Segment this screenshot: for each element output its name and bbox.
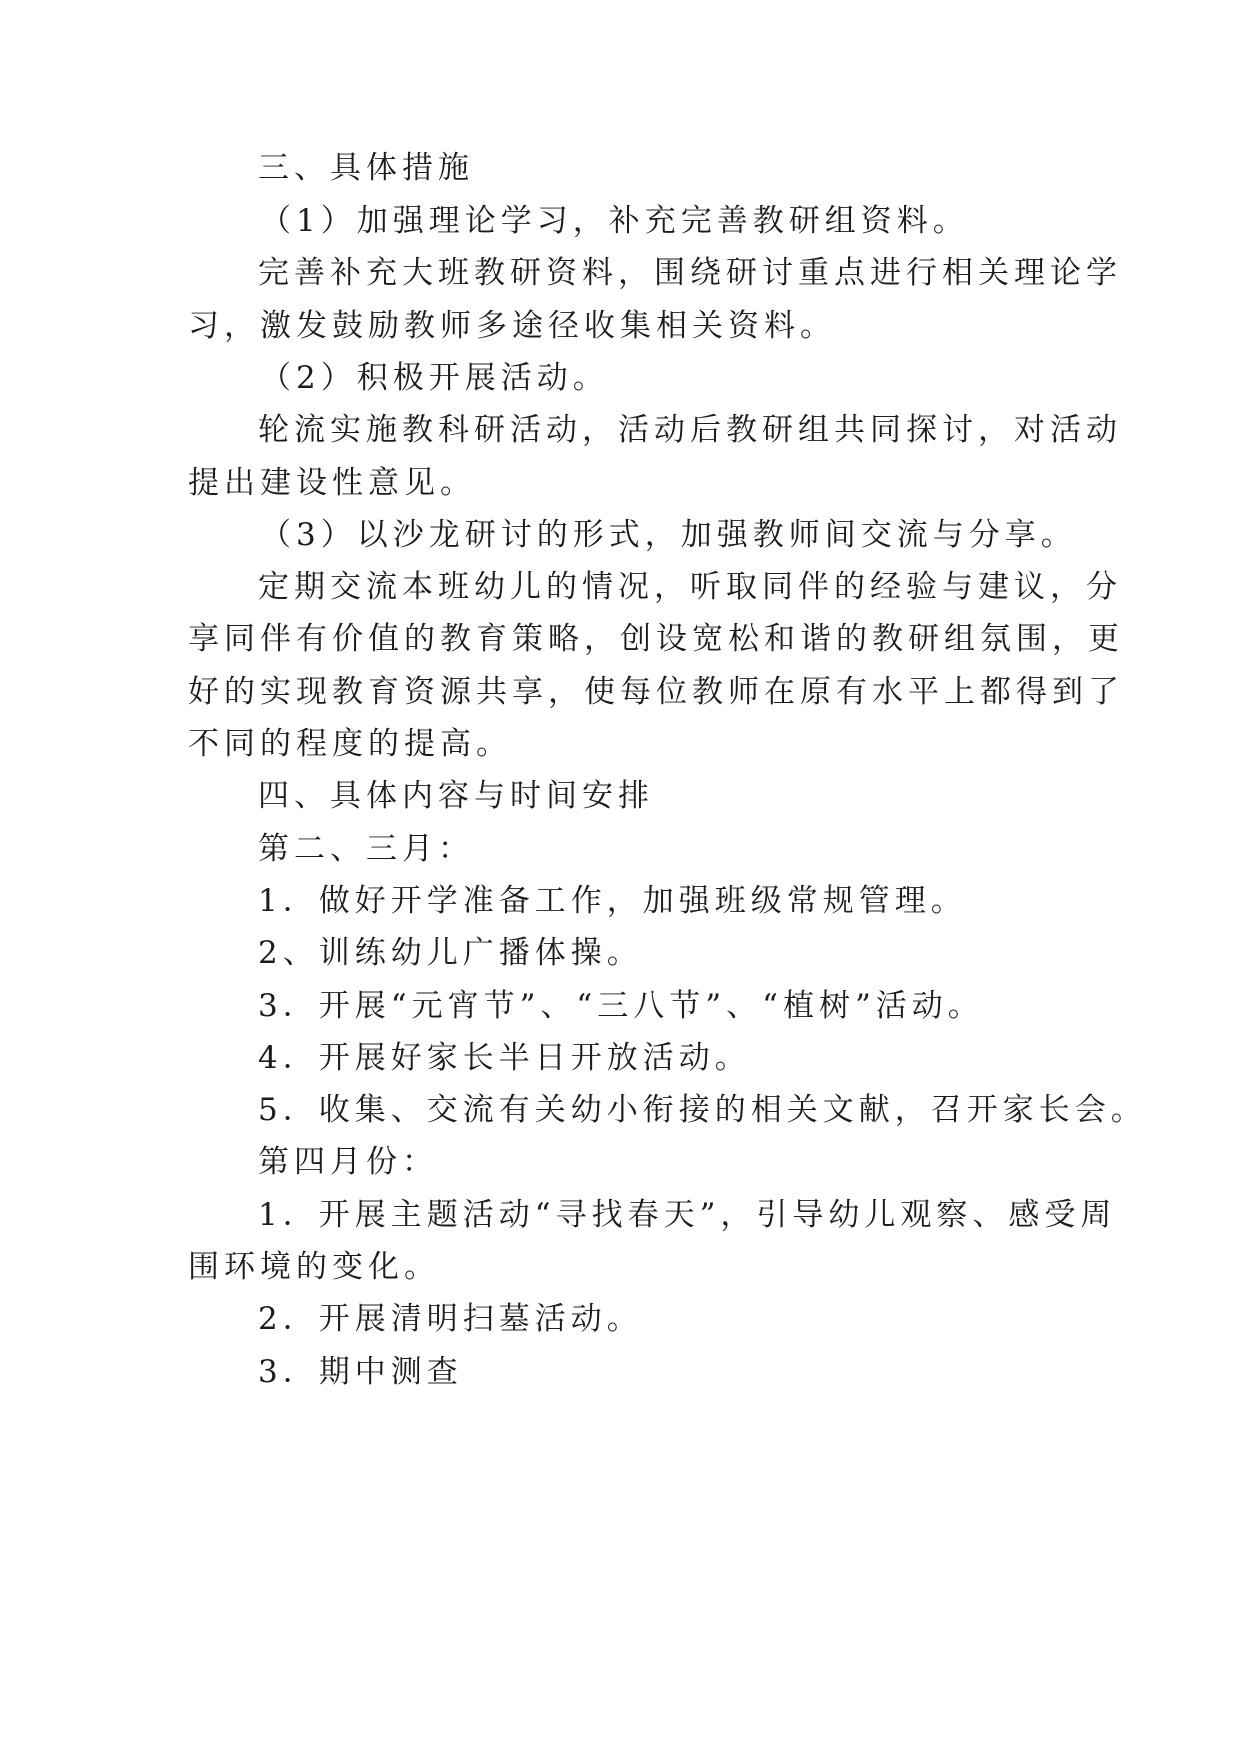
list-item: 5．收集、交流有关幼小衔接的相关文献，召开家长会。 xyxy=(258,1092,1147,1128)
measure-item-2: （2）积极开展活动。 xyxy=(260,360,609,396)
measure-item-1: （1）加强理论学习，补充完善教研组资料。 xyxy=(260,203,969,239)
measure-item-3: （3）以沙龙研讨的形式，加强教师间交流与分享。 xyxy=(260,517,1077,553)
section-heading-3: 三、具体措施 xyxy=(258,150,474,186)
list-item: 3．期中测查 xyxy=(258,1354,463,1390)
paragraph-line: 围环境的变化。 xyxy=(188,1249,440,1285)
list-item: 1．开展主题活动“寻找春天”，引导幼儿观察、感受周 xyxy=(258,1197,1117,1233)
month-heading: 第二、三月： xyxy=(258,831,474,867)
list-item: 1．做好开学准备工作，加强班级常规管理。 xyxy=(258,883,967,919)
list-item: 3．开展“元宵节”、“三八节”、“植树”活动。 xyxy=(258,988,984,1024)
month-heading: 第四月份： xyxy=(258,1144,438,1180)
paragraph-line: 享同伴有价值的教育策略，创设宽松和谐的教研组氛围，更 xyxy=(188,621,1124,657)
paragraph-line: 定期交流本班幼儿的情况，听取同伴的经验与建议，分 xyxy=(258,569,1122,605)
paragraph-line: 习，激发鼓励教师多途径收集相关资料。 xyxy=(188,308,836,344)
paragraph-line: 完善补充大班教研资料，围绕研讨重点进行相关理论学 xyxy=(258,255,1122,291)
list-item: 2．开展清明扫墓活动。 xyxy=(258,1301,643,1337)
paragraph-line: 轮流实施教科研活动，活动后教研组共同探讨，对活动 xyxy=(258,412,1122,448)
list-item: 4．开展好家长半日开放活动。 xyxy=(258,1040,751,1076)
section-heading-4: 四、具体内容与时间安排 xyxy=(258,778,654,814)
paragraph-line: 提出建设性意见。 xyxy=(188,465,476,501)
paragraph-line: 不同的程度的提高。 xyxy=(188,726,512,762)
paragraph-line: 好的实现教育资源共享，使每位教师在原有水平上都得到了 xyxy=(188,674,1124,710)
list-item: 2、训练幼儿广播体操。 xyxy=(258,935,643,971)
